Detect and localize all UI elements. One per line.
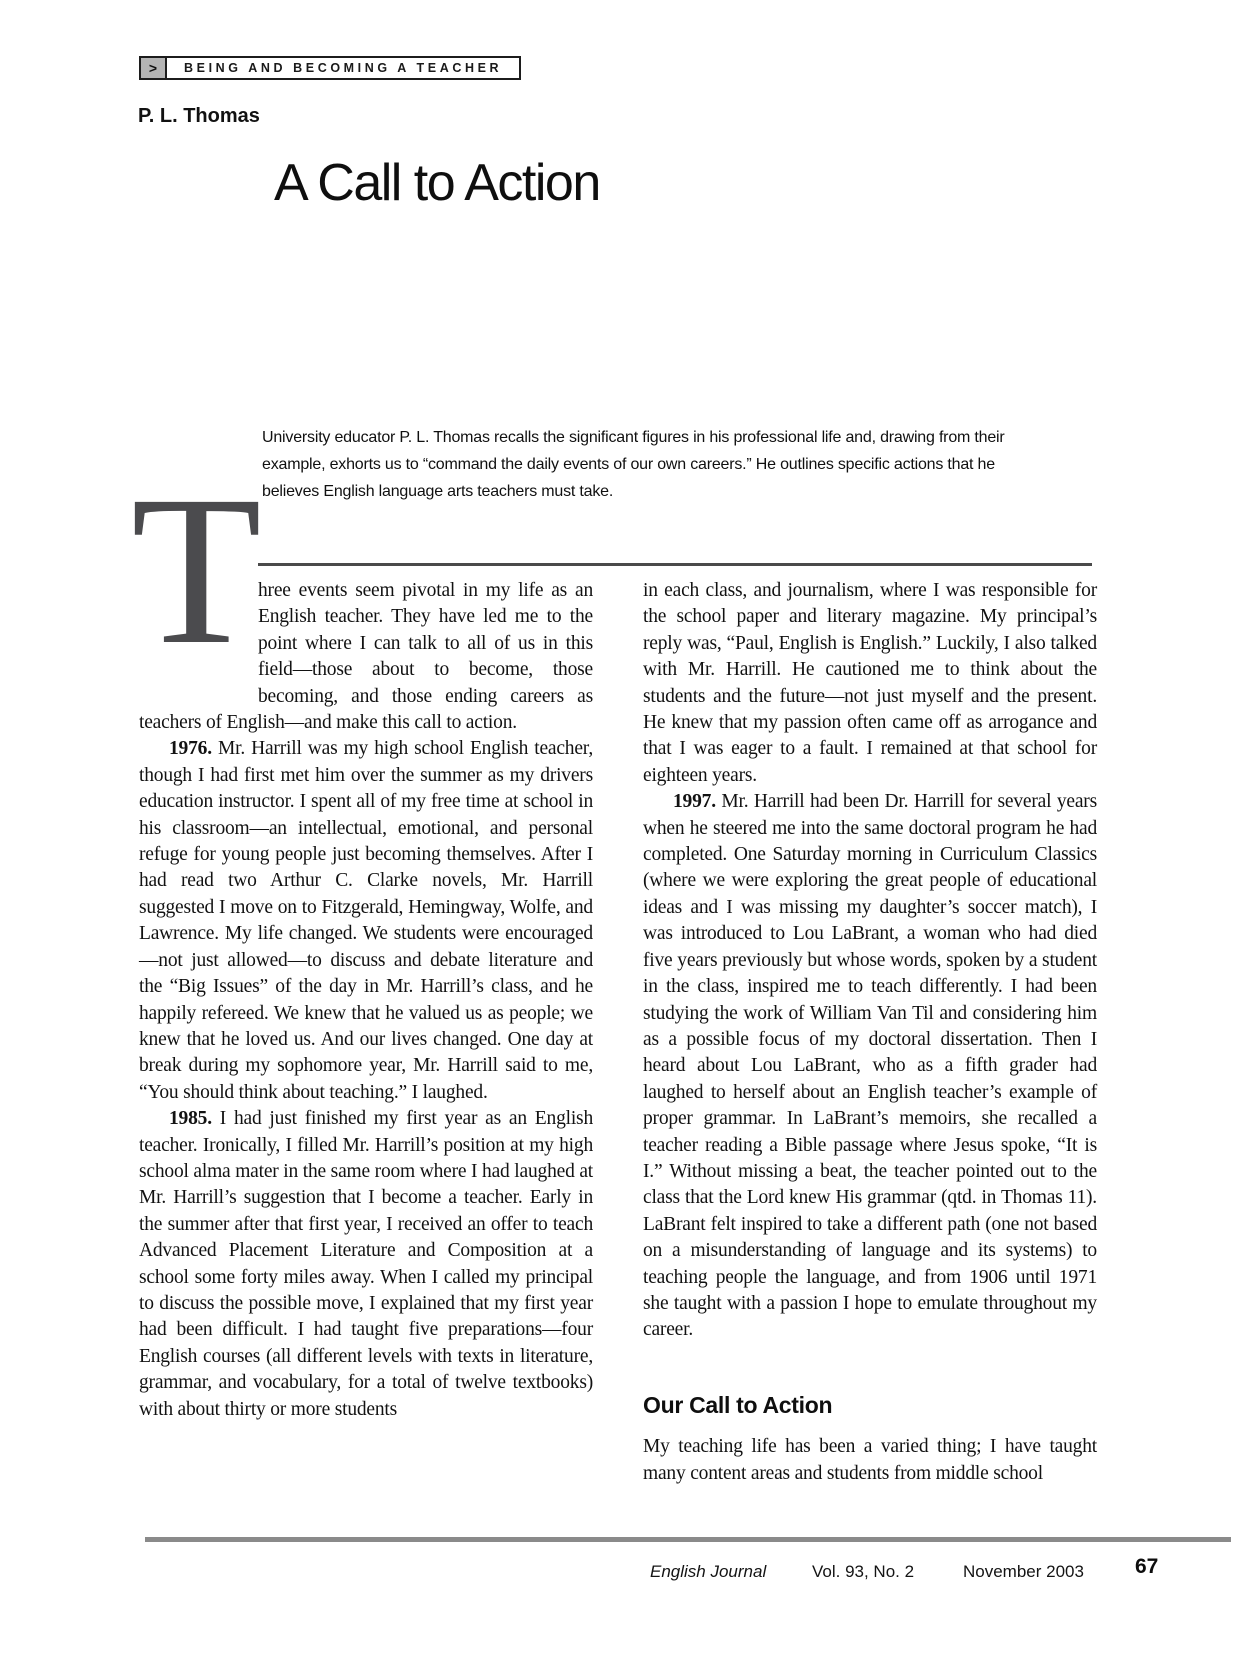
- paragraph-1985-text: I had just finished my first year as an English teacher. Ironically, I filled Mr. Harrill’s position at my high school alma mater in the same room where I had laughed at Mr. Harrill’s suggestion that I become a teacher. Early in the summer after that first year, I received an offer to teach Advanced Placement Literature and Composition at a school some forty miles away. When I called my principal to discuss the possible move, I explained that my first year had been difficult. I had taught five preparations—four English courses (all different levels with texts in literature, grammar, and vocabulary, for a total of twelve textbooks) with about thirty or more students: [139, 1108, 593, 1420]
- column-right: [643, 578, 1097, 1487]
- paragraph-our-call: My teaching life has been a varied thing; I have taught many content areas and students from middle school: [643, 1436, 1097, 1484]
- year-label-1997: 1997.: [673, 791, 716, 813]
- arrow-right-icon: >: [139, 56, 167, 80]
- year-label-1985: 1985.: [169, 1108, 212, 1130]
- paragraph-1976: [139, 736, 593, 1106]
- paragraph-1985-continued: in each class, and journalism, where I was responsible for the school paper and literary magazine. My principal’s reply was, “Paul, English is English.” Luckily, I also talked with Mr. Harrill. He cautioned me to think about the students and the future—not just myself and the present. He knew that my passion often came off as arrogance and that I was eager to a fault. I remained at that school for eighteen years.: [643, 580, 1097, 786]
- page-number: 67: [1135, 1555, 1159, 1578]
- paragraph-1976-text: Mr. Harrill was my high school English teacher, though I had first met him over the summer as my drivers education instructor. I spent all of my free time at school in his classroom—an intellectual, emotional, and personal refuge for young people just becoming themselves. After I had read two Arthur C. Clarke novels, Mr. Harrill suggested I move on to Fitzgerald, Hemingway, Wolfe, and Lawrence. My life changed. We students were encouraged—not just allowed—to discuss and debate literature and the “Big Issues” of the day in Mr. Harrill’s class, and he happily refereed. We knew that he valued us as people; we knew that he loved us. And our lives changed. One day at break during my sophomore year, Mr. Harrill said to me, “You should think about teaching.” I laughed.: [139, 738, 593, 1103]
- year-label-1976: 1976.: [169, 738, 212, 760]
- paragraph-1997-text: Mr. Harrill had been Dr. Harrill for several years when he steered me into the same doctoral program he had completed. One Saturday morning in Curriculum Classics (where we were exploring the great people of educational ideas and I was missing my daughter’s soccer match), I was introduced to Lou LaBrant, a woman who had died five years previously but whose words, spoken by a student in the class, inspired me to teach differently. I had been studying the work of William Van Til and considering him as a possible focus of my doctoral dissertation. Then I heard about Lou LaBrant, who as a fifth grader had laughed to herself about an English teacher’s example of proper grammar. In LaBrant’s memoirs, she recalled a teacher reading a Bible passage where Jesus spoke, “It is I.” Without missing a beat, the teacher pointed out to the class that the Lord knew His grammar (qtd. in Thomas 11). LaBrant felt inspired to take a different path (one not based on a misunderstanding of language and its systems) to teaching people the language, and from 1906 until 1971 she taught with a passion I hope to emulate throughout my career.: [643, 791, 1097, 1341]
- abstract-divider: [258, 563, 1092, 566]
- journal-name: English Journal: [650, 1562, 767, 1581]
- paragraph-intro: [139, 578, 593, 736]
- paragraph-intro-text: hree events seem pivotal in my life as an English teacher. They have led me to the point where I can talk to all of us in this field—those about to become, those becoming, and those ending careers as teachers of English—and make this call to action.: [139, 580, 593, 734]
- footer-divider: [145, 1537, 1231, 1542]
- paragraph-1985: [139, 1106, 593, 1423]
- drop-cap: T: [131, 452, 262, 689]
- kicker-label: BEING AND BECOMING A TEACHER: [167, 56, 521, 80]
- drop-cap-spacer: [139, 578, 258, 684]
- paragraph-1997: [643, 789, 1097, 1344]
- article-body: [139, 578, 1097, 1487]
- article-abstract: University educator P. L. Thomas recalls the significant figures in his professional life and, drawing from their example, exhorts us to “command the daily events of our own careers.” He outlines specific actions that he believes English language arts teachers must take.: [262, 429, 1005, 500]
- section-heading: Our Call to Action: [643, 1391, 833, 1418]
- journal-date: November 2003: [963, 1562, 1084, 1581]
- kicker-badge: [139, 56, 521, 80]
- article-title: A Call to Action: [274, 154, 600, 212]
- column-left: [139, 578, 593, 1487]
- journal-volume: Vol. 93, No. 2: [812, 1562, 915, 1581]
- author-name: P. L. Thomas: [138, 105, 260, 127]
